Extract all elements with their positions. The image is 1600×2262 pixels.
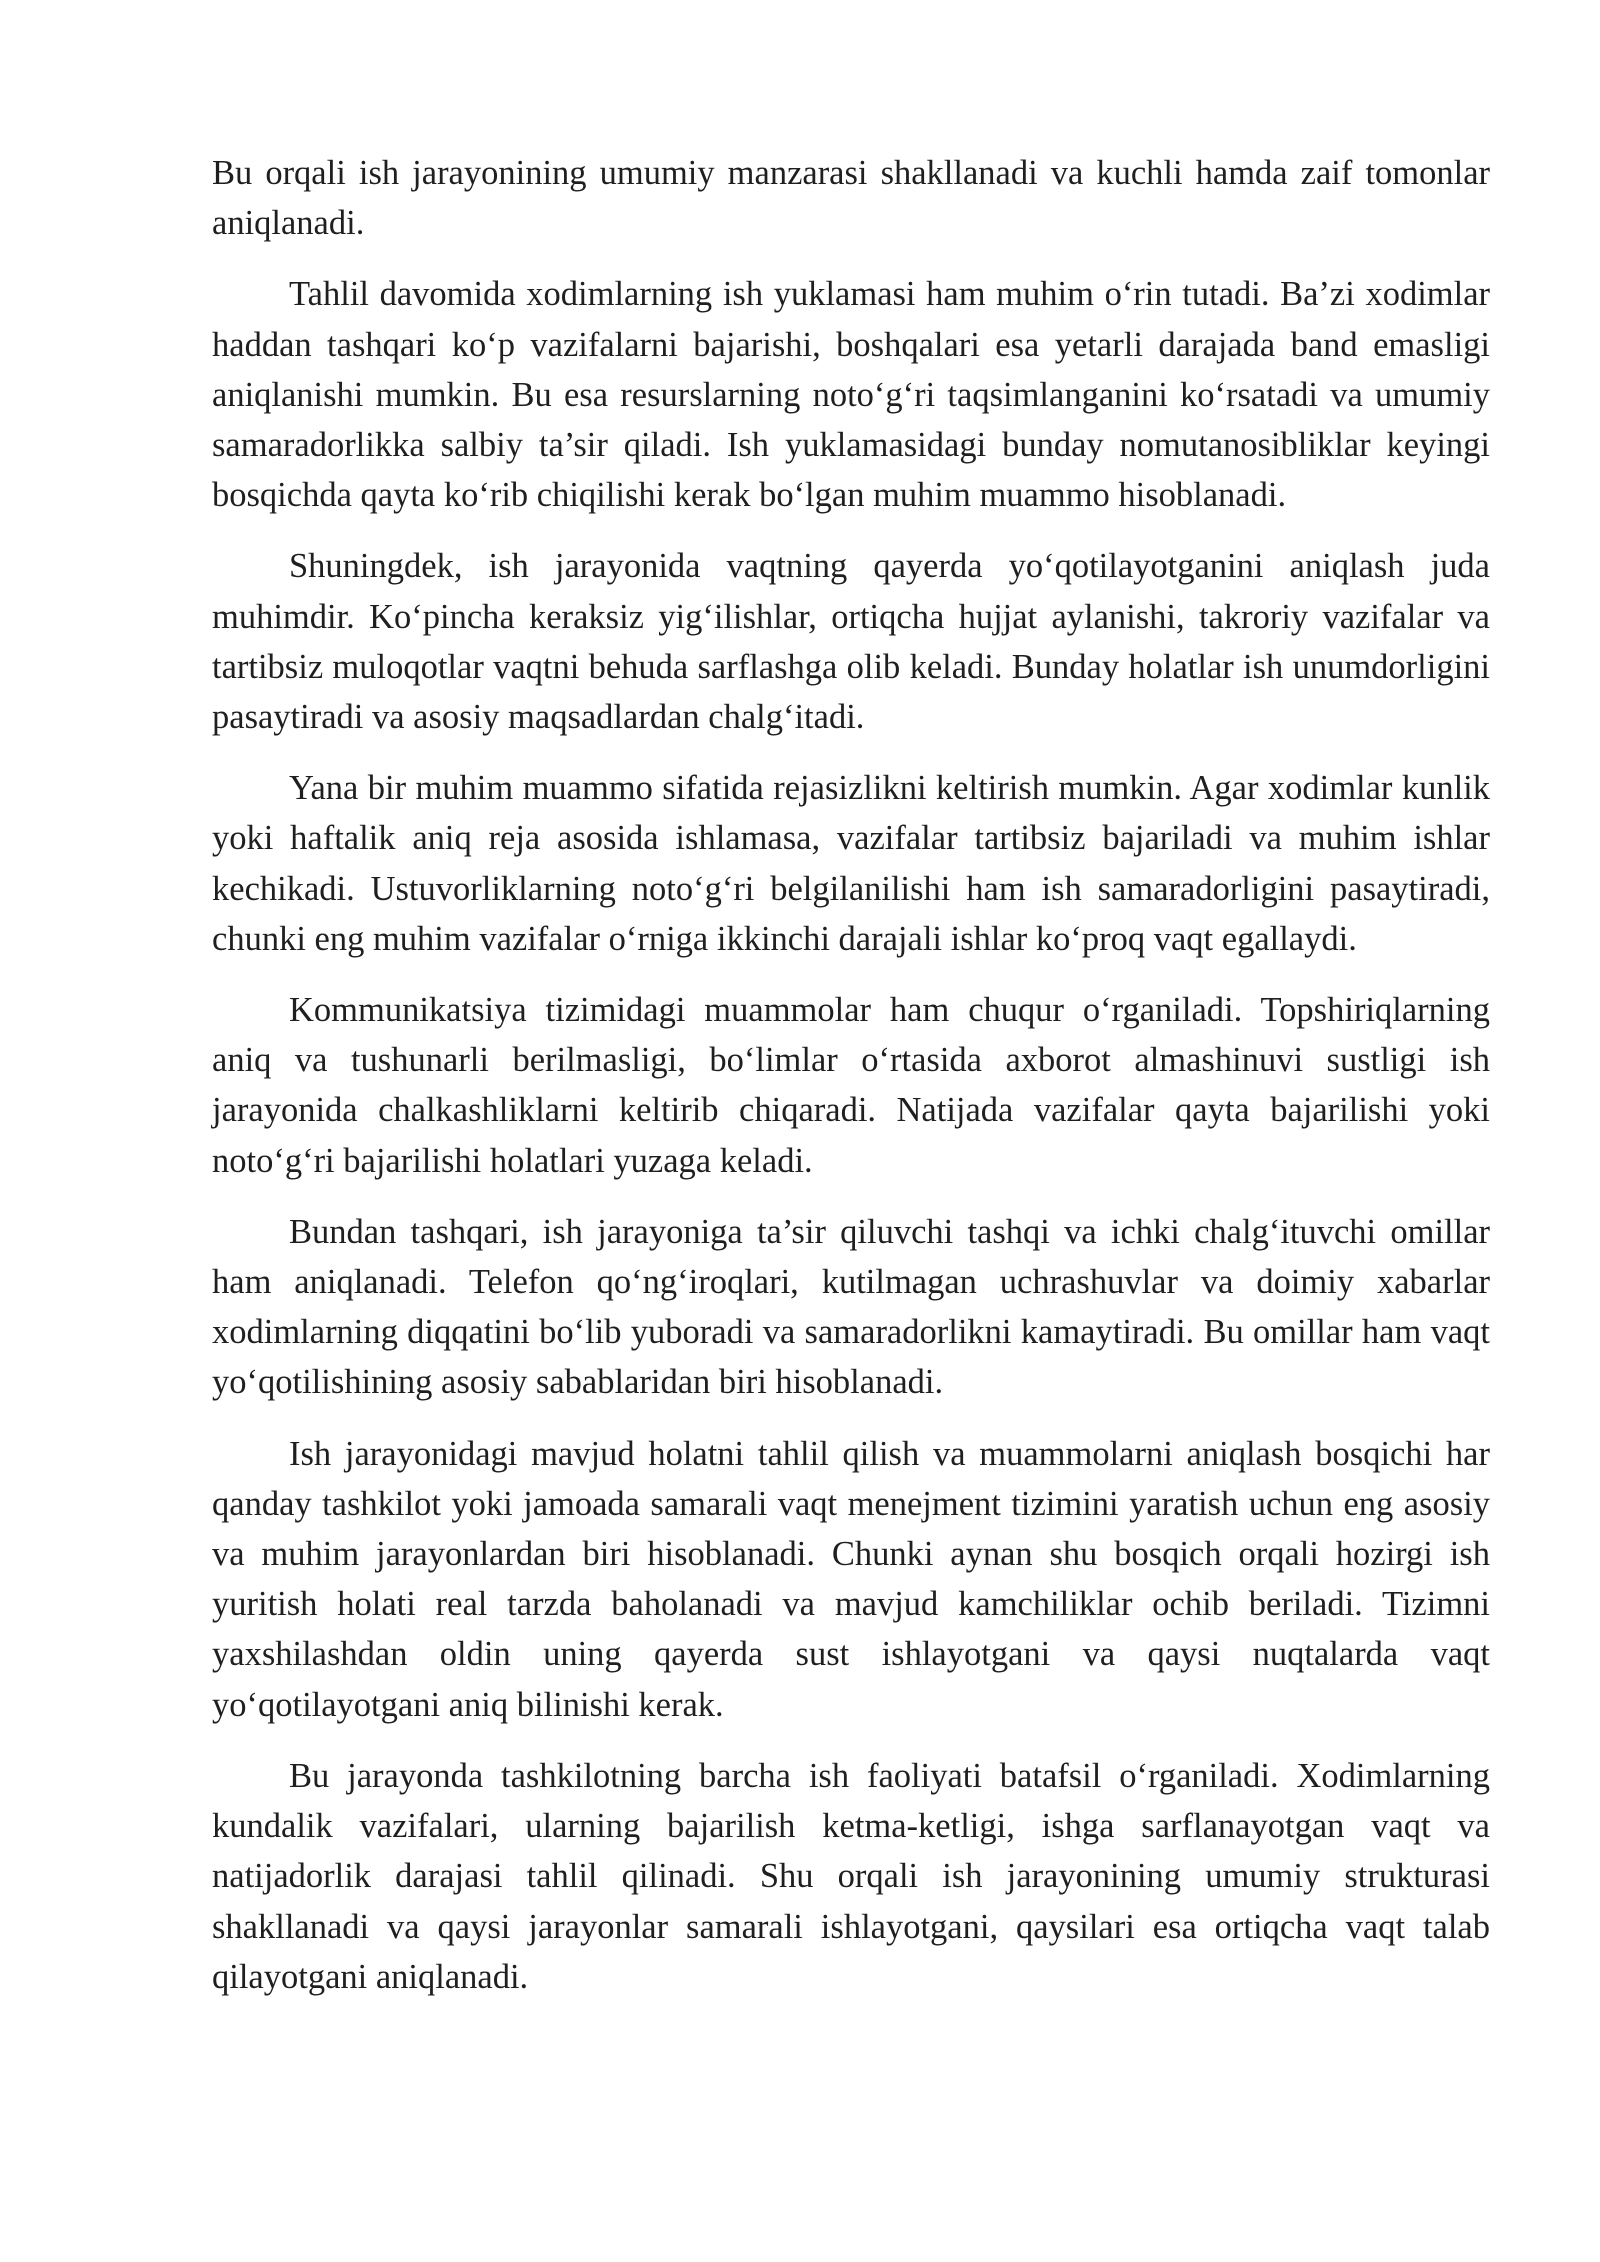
paragraph-5: Kommunikatsiya tizimidagi muammolar ham chuqur o‘rganiladi. Topshiriqlarning aniq va tushunarli berilmasligi, bo‘limlar o‘rtasida axborot almashinuvi sustligi ish jarayonida chalkashliklarni keltirib chiqaradi. Natijada vazifalar qayta bajarilishi yoki noto‘g‘ri bajarilishi holatlari yuzaga keladi. bbox=[212, 991, 1490, 1180]
paragraph-8: Bu jarayonda tashkilotning barcha ish faoliyati batafsil o‘rganiladi. Xodimlarning kundalik vazifalari, ularning bajarilish ketma-ketligi, ishga sarflanayotgan vaqt va natijadorlik darajasi tahlil qilinadi. Shu orqali ish jarayonining umumiy strukturasi shakllanadi va qaysi jarayonlar samarali ishlayotgani, qaysilari esa ortiqcha vaqt talab qilayotgani aniqlanadi. bbox=[212, 1756, 1490, 1996]
document-body bbox=[212, 148, 1490, 2023]
paragraph-1: Bu orqali ish jarayonining umumiy manzarasi shakllanadi va kuchli hamda zaif tomonlar aniqlanadi. bbox=[212, 154, 1490, 243]
paragraph-6: Bundan tashqari, ish jarayoniga ta’sir qiluvchi tashqi va ichki chalg‘ituvchi omillar ham aniqlanadi. Telefon qo‘ng‘iroqlari, kutilmagan uchrashuvlar va doimiy xabarlar xodimlarning diqqatini bo‘lib yuboradi va samaradorlikni kamaytiradi. Bu omillar ham vaqt yo‘qotilishining asosiy sabablaridan biri hisoblanadi. bbox=[212, 1212, 1490, 1402]
paragraph-7: Ish jarayonidagi mavjud holatni tahlil qilish va muammolarni aniqlash bosqichi har qanday tashkilot yoki jamoada samarali vaqt menejment tizimini yaratish uchun eng asosiy va muhim jarayonlardan biri hisoblanadi. Chunki aynan shu bosqich orqali hozirgi ish yuritish holati real tarzda baholanadi va mavjud kamchiliklar ochib beriladi. Tizimni yaxshilashdan oldin uning qayerda sust ishlayotgani va qaysi nuqtalarda vaqt yo‘qotilayotgani aniq bilinishi kerak. bbox=[212, 1434, 1490, 1724]
paragraph-2: Tahlil davomida xodimlarning ish yuklamasi ham muhim o‘rin tutadi. Ba’zi xodimlar haddan tashqari ko‘p vazifalarni bajarishi, boshqalari esa yetarli darajada band emasligi aniqlanishi mumkin. Bu esa resurslarning noto‘g‘ri taqsimlanganini ko‘rsatadi va umumiy samaradorlikka salbiy ta’sir qiladi. Ish yuklamasidagi bunday nomutanosibliklar keyingi bosqichda qayta ko‘rib chiqilishi kerak bo‘lgan muhim muammo hisoblanadi. bbox=[212, 275, 1490, 515]
paragraph-3: Shuningdek, ish jarayonida vaqtning qayerda yo‘qotilayotganini aniqlash juda muhimdir. Ko‘pincha keraksiz yig‘ilishlar, ortiqcha hujjat aylanishi, takroriy vazifalar va tartibsiz muloqotlar vaqtni behuda sarflashga olib keladi. Bunday holatlar ish unumdorligini pasaytiradi va asosiy maqsadlardan chalg‘itadi. bbox=[212, 547, 1490, 737]
paragraph-4: Yana bir muhim muammo sifatida rejasizlikni keltirish mumkin. Agar xodimlar kunlik yoki haftalik aniq reja asosida ishlamasa, vazifalar tartibsiz bajariladi va muhim ishlar kechikadi. Ustuvorliklarning noto‘g‘ri belgilanilishi ham ish samaradorligini pasaytiradi, chunki eng muhim vazifalar o‘rniga ikkinchi darajali ishlar ko‘proq vaqt egallaydi. bbox=[212, 769, 1490, 958]
